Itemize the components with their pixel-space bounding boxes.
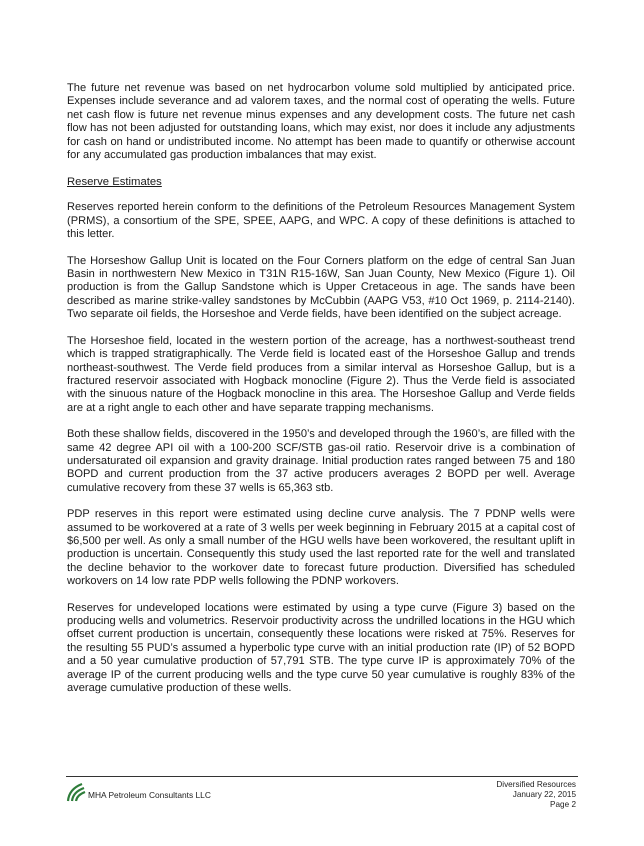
footer-divider bbox=[66, 776, 578, 777]
paragraph-horseshoe-field: The Horseshoe field, located in the western portion of the acreage, has a northwest-southeast trend which is trapped stratigraphically. The Verde field is located east of the Horseshoe Gallup and trends northeast-southwest. The Verde field produces from a similar interval as Horseshoe Gallup, but is a fractured reservoir associated with Hogback monocline (Figure 2). Thus the Verde field is associated with the sinuous nature of the Hogback monocline in this area. The Horseshoe Gallup and Verde fields are at a right angle to each other and have separate trapping mechanisms. bbox=[67, 334, 575, 414]
paragraph-undeveloped-reserves: Reserves for undeveloped locations were estimated by using a type curve (Figure 3) based on the producing wells and volumetrics. Reservoir productivity across the undrilled locations in the HGU which offset current production is uncertain, consequently these locations were risked at 75%. Reserves for the resulting 55 PUD’s assumed a hyperbolic type curve with an initial production rate (IP) of 52 BOPD and a 50 year cumulative production of 57,791 STB. The type curve IP is approximately 70% of the average IP of the current producing wells and the type curve 50 year cumulative is roughly 83% of the average cumulative production of these wells. bbox=[67, 601, 575, 695]
footer-company-name: MHA Petroleum Consultants LLC bbox=[88, 790, 211, 800]
footer-date: January 22, 2015 bbox=[512, 790, 576, 800]
paragraph-net-revenue: The future net revenue was based on net hydrocarbon volume sold multiplied by anticipated price. Expenses include severance and ad valorem taxes, and the normal cost of operating the wells. Future net cash flow is future net revenue minus expenses and any development costs. The future net cash flow has not been adjusted for outstanding loans, which may exist, nor does it include any adjustments for cash on hand or undistributed income. No attempt has been made to quantify or otherwise account for any accumulated gas production imbalances that may exist. bbox=[67, 82, 575, 162]
letter-body bbox=[67, 82, 575, 708]
paragraph-location: The Horseshow Gallup Unit is located on the Four Corners platform on the edge of central San Juan Basin in northwestern New Mexico in T31N R15-16W, San Juan County, New Mexico (Figure 1). Oil production is from the Gallup Sandstone which is Upper Cretaceous in age. The sands have been described as marine strike-valley sandstones by McCubbin (AAPG V53, #10 Oct 1969, p. 2114-2140). Two separate oil fields, the Horseshoe and Verde fields, have been identified on the subject acreage. bbox=[67, 254, 575, 321]
paragraph-pdp-reserves: PDP reserves in this report were estimated using decline curve analysis. The 7 PDNP wells were assumed to be workovered at a rate of 3 wells per week beginning in February 2015 at a capital cost of $6,500 per well. As only a small number of the HGU wells have been workovered, the resultant uplift in production is uncertain. Consequently this study used the last reported rate for the well and translated the decline behavior to the workover date to forecast future production. Diversified has scheduled workovers on 14 low rate PDP wells following the PDNP workovers. bbox=[67, 508, 575, 588]
footer-page-number: Page 2 bbox=[550, 800, 576, 810]
section-heading-reserve-estimates: Reserve Estimates bbox=[67, 176, 162, 189]
footer-client: Diversified Resources bbox=[496, 780, 576, 789]
mha-logo-icon bbox=[66, 781, 86, 803]
footer-meta bbox=[496, 780, 576, 811]
paragraph-prms: Reserves reported herein conform to the definitions of the Petroleum Resources Management System (PRMS), a consortium of the SPE, SPEE, AAPG, and WPC. A copy of these definitions is attached to this letter. bbox=[67, 201, 575, 241]
paragraph-shallow-fields: Both these shallow fields, discovered in the 1950’s and developed through the 1960’s, are filled with the same 42 degree API oil with a 100-200 SCF/STB gas-oil ratio. Reservoir drive is a combination of undersaturated oil expansion and gravity drainage. Initial production rates ranged between 75 and 180 BOPD and current production from the 37 active producers averages 2 BOPD per well. Average cumulative recovery from these 37 wells is 65,363 stb. bbox=[67, 428, 575, 494]
